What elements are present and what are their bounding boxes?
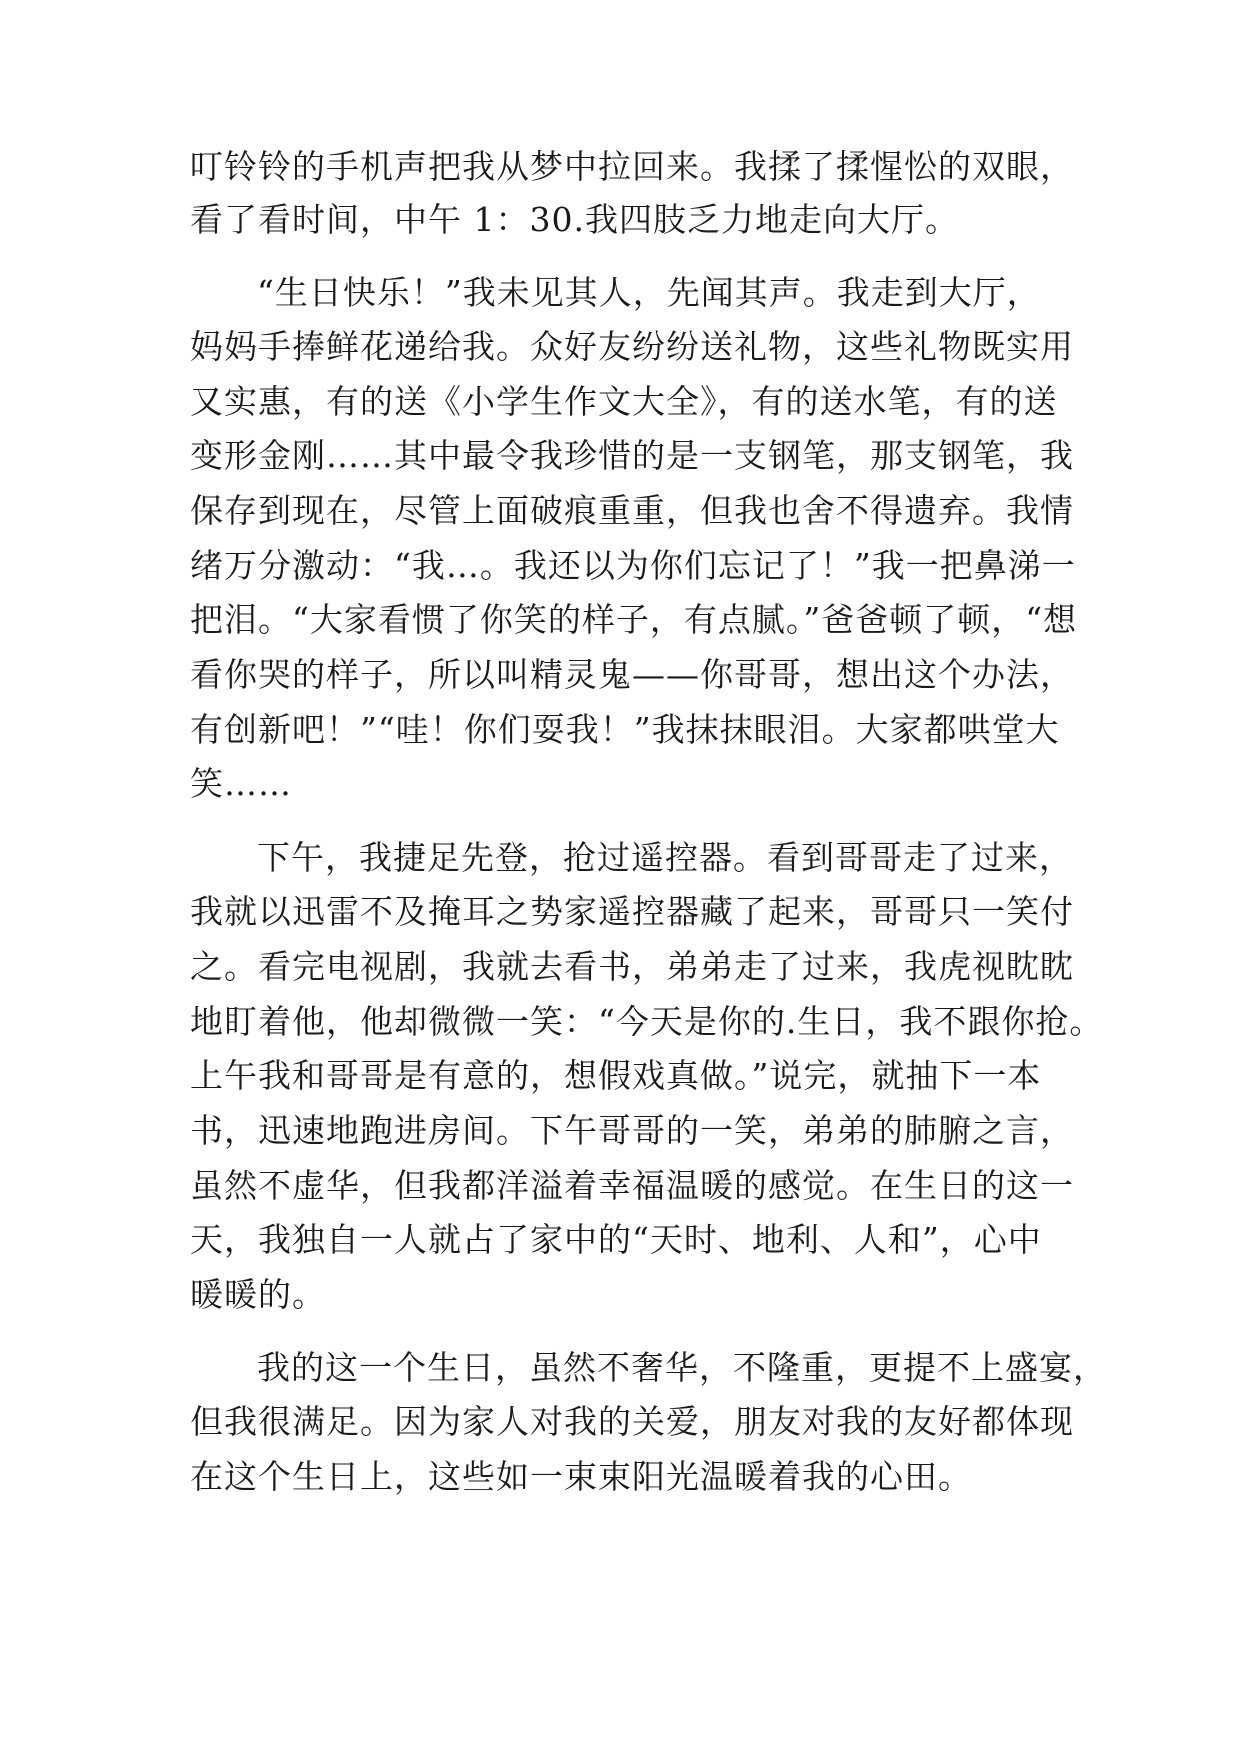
text-line: 虽然不虚华，但我都洋溢着幸福温暖的感觉。在生日的这一	[190, 1166, 1074, 1205]
paragraph-start-line: “生日快乐！”我未见其人，先闻其声。我走到大厅，	[257, 273, 1041, 312]
paragraph-start-line: 我的这一个生日，虽然不奢华，不隆重，更提不上盛宴，	[257, 1348, 1107, 1387]
text-line: 变形金刚……其中最令我珍惜的是一支钢笔，那支钢笔，我	[190, 436, 1074, 475]
text-line: 妈妈手捧鲜花递给我。众好友纷纷送礼物，这些礼物既实用	[190, 327, 1074, 366]
text-line: 上午我和哥哥是有意的，想假戏真做。”说完，就抽下一本	[190, 1056, 1042, 1095]
paragraph-start-line: 下午，我捷足先登，抢过遥控器。看到哥哥走了过来，	[257, 838, 1073, 877]
text-line: 绪万分激动：“我…。我还以为你们忘记了！”我一把鼻涕一	[190, 546, 1076, 585]
text-line: 看了看时间，中午 1：30.我四肢乏力地走向大厅。	[190, 200, 959, 239]
text-line: 在这个生日上，这些如一束束阳光温暖着我的心田。	[190, 1457, 972, 1496]
text-line: 叮铃铃的手机声把我从梦中拉回来。我揉了揉惺忪的双眼，	[190, 147, 1074, 186]
text-line: 有创新吧！”“哇！你们耍我！”我抹抹眼泪。大家都哄堂大	[190, 710, 1060, 749]
text-line: 但我很满足。因为家人对我的关爱，朋友对我的友好都体现	[190, 1402, 1074, 1441]
text-line: 天，我独自一人就占了家中的“天时、地利、人和”，心中	[190, 1220, 1042, 1259]
text-line: 把泪。“大家看惯了你笑的样子，有点腻。”爸爸顿了顿，“想	[190, 600, 1078, 639]
text-line: 之。看完电视剧，我就去看书，弟弟走了过来，我虎视眈眈	[190, 947, 1074, 986]
text-line: 地盯着他，他却微微一笑：“今天是你的.生日，我不跟你抢。	[190, 1002, 1104, 1041]
text-line: 笑……	[190, 764, 292, 803]
text-line: 暖暖的。	[190, 1275, 326, 1314]
text-line: 我就以迅雷不及掩耳之势家遥控器藏了起来，哥哥只一笑付	[190, 892, 1074, 931]
text-line: 看你哭的样子，所以叫精灵鬼——你哥哥，想出这个办法，	[190, 655, 1074, 694]
text-line: 保存到现在，尽管上面破痕重重，但我也舍不得遗弃。我情	[190, 491, 1074, 530]
text-line: 书，迅速地跑进房间。下午哥哥的一笑，弟弟的肺腑之言，	[190, 1111, 1074, 1150]
text-line: 又实惠，有的送《小学生作文大全》，有的送水笔，有的送	[190, 382, 1058, 421]
